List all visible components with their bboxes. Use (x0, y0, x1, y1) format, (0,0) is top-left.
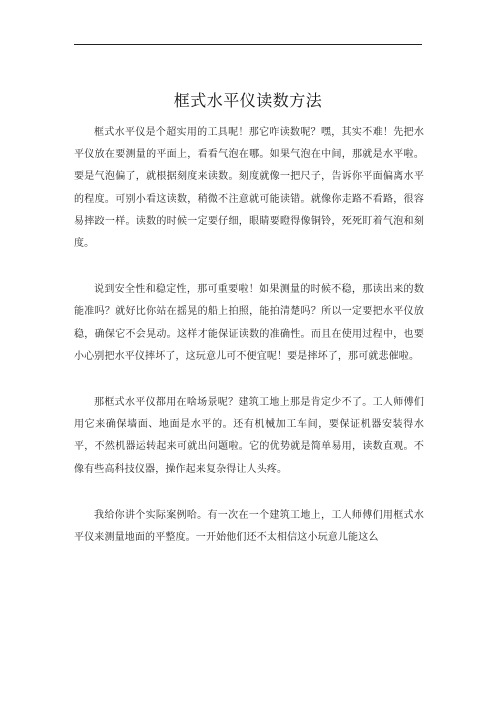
paragraph-2: 说到安全性和稳定性，那可重要啦！如果测量的时候不稳，那读出来的数能准吗？就好比你站在摇晃的船上拍照，能拍清楚吗？所以一定要把水平仪放稳，确保它不会晃动。这样才能保证读数的准确性。而且在使用过程中，也要小心别把水平仪摔坏了，这玩意儿可不便宜呢！要是摔坏了，那可就悲催啦。 (74, 284, 424, 362)
paragraph-4: 我给你讲个实际案例哈。有一次在一个建筑工地上，工人师傅们用框式水平仪来测量地面的平整度。一开始他们还不太相信这小玩意儿能这么 (74, 509, 424, 544)
header-rule (74, 44, 422, 45)
paragraph-3: 那框式水平仪都用在啥场景呢？建筑工地上那是肯定少不了。工人师傅们用它来确保墙面、地面是水平的。还有机械加工车间，要保证机器安装得水平，不然机器运转起来可就出问题啦。它的优势就是简单易用，读数直观。不像有些高科技仪器，操作起来复杂得让人头疼。 (74, 397, 424, 475)
document-title: 框式水平仪读数方法 (173, 91, 323, 110)
paragraph-1: 框式水平仪是个超实用的工具呢！那它咋读数呢？嘿，其实不难！先把水平仪放在要测量的平面上，看看气泡在哪。如果气泡在中间，那就是水平啦。要是气泡偏了，就根据刻度来读数。刻度就像一把尺子，告诉你平面偏离水平的程度。可别小看这读数，稍微不注意就可能读错。就像你走路不看路，很容易摔跤一样。读数的时候一定要仔细，眼睛要瞪得像铜铃，死死盯着气泡和刻度。 (74, 127, 424, 250)
document-body (74, 122, 424, 573)
